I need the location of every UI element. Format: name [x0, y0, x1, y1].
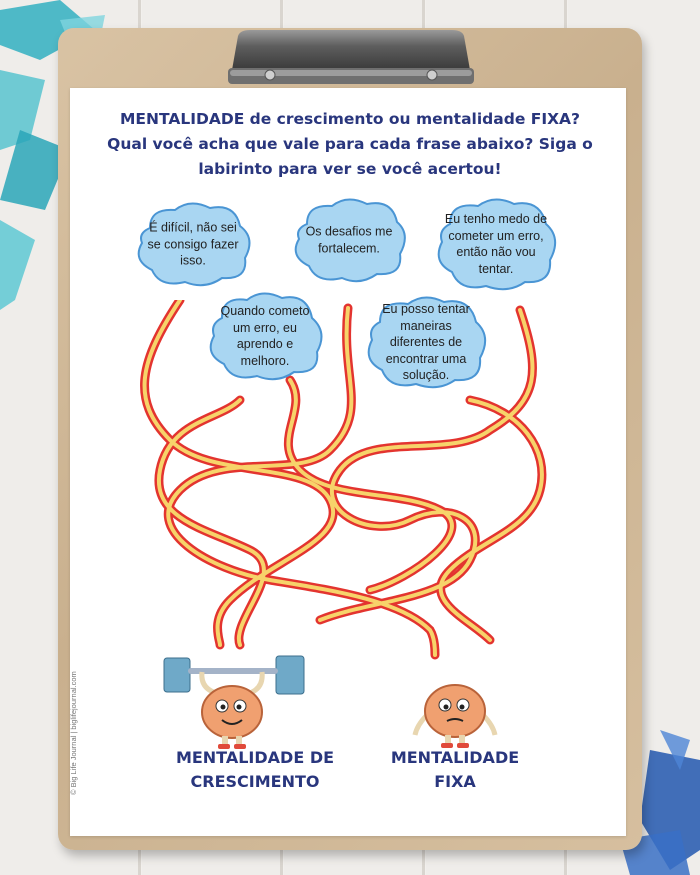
- statement-text-5: Eu posso tentar maneiras diferentes de encontrar uma solução.: [382, 301, 470, 382]
- statement-cloud-5: [360, 292, 492, 392]
- fixed-label-line-1: MENTALIDADE: [390, 748, 520, 767]
- statement-text-3: Eu tenho medo de cometer um erro, então não vou tentar.: [444, 212, 548, 276]
- statement-text-1: É difícil, não sei se consigo fazer isso.: [147, 220, 239, 268]
- statement-text-2: Os desafios me fortalecem.: [305, 224, 393, 255]
- clipboard-clip: [220, 30, 482, 90]
- fixed-brain-worried-illustration: [405, 675, 505, 755]
- statement-cloud-2: [287, 194, 411, 286]
- statement-cloud-3: [430, 194, 562, 294]
- statement-text-4: Quando cometo um erro, eu aprendo e melhoro.: [220, 304, 310, 368]
- growth-mindset-label: [160, 746, 350, 794]
- title-line-1: MENTALIDADE de crescimento ou mentalidade FIXA?: [119, 110, 581, 128]
- title-line-2: Qual você acha que vale para cada frase abaixo? Siga o: [107, 135, 593, 153]
- statement-cloud-1: [130, 198, 256, 290]
- growth-brain-lifting-weights-illustration: [150, 650, 310, 750]
- statement-cloud-4: [202, 288, 328, 384]
- fixed-mindset-label: [375, 746, 535, 794]
- growth-label-line-2: CRESCIMENTO: [190, 772, 320, 791]
- copyright-text: © Big Life Journal | biglifejournal.com: [69, 671, 78, 795]
- worksheet-title: [100, 107, 600, 182]
- growth-label-line-1: MENTALIDADE DE: [175, 748, 335, 767]
- maze: [70, 300, 626, 660]
- title-line-3: labirinto para ver se você acertou!: [198, 160, 502, 178]
- fixed-label-line-2: FIXA: [434, 772, 476, 791]
